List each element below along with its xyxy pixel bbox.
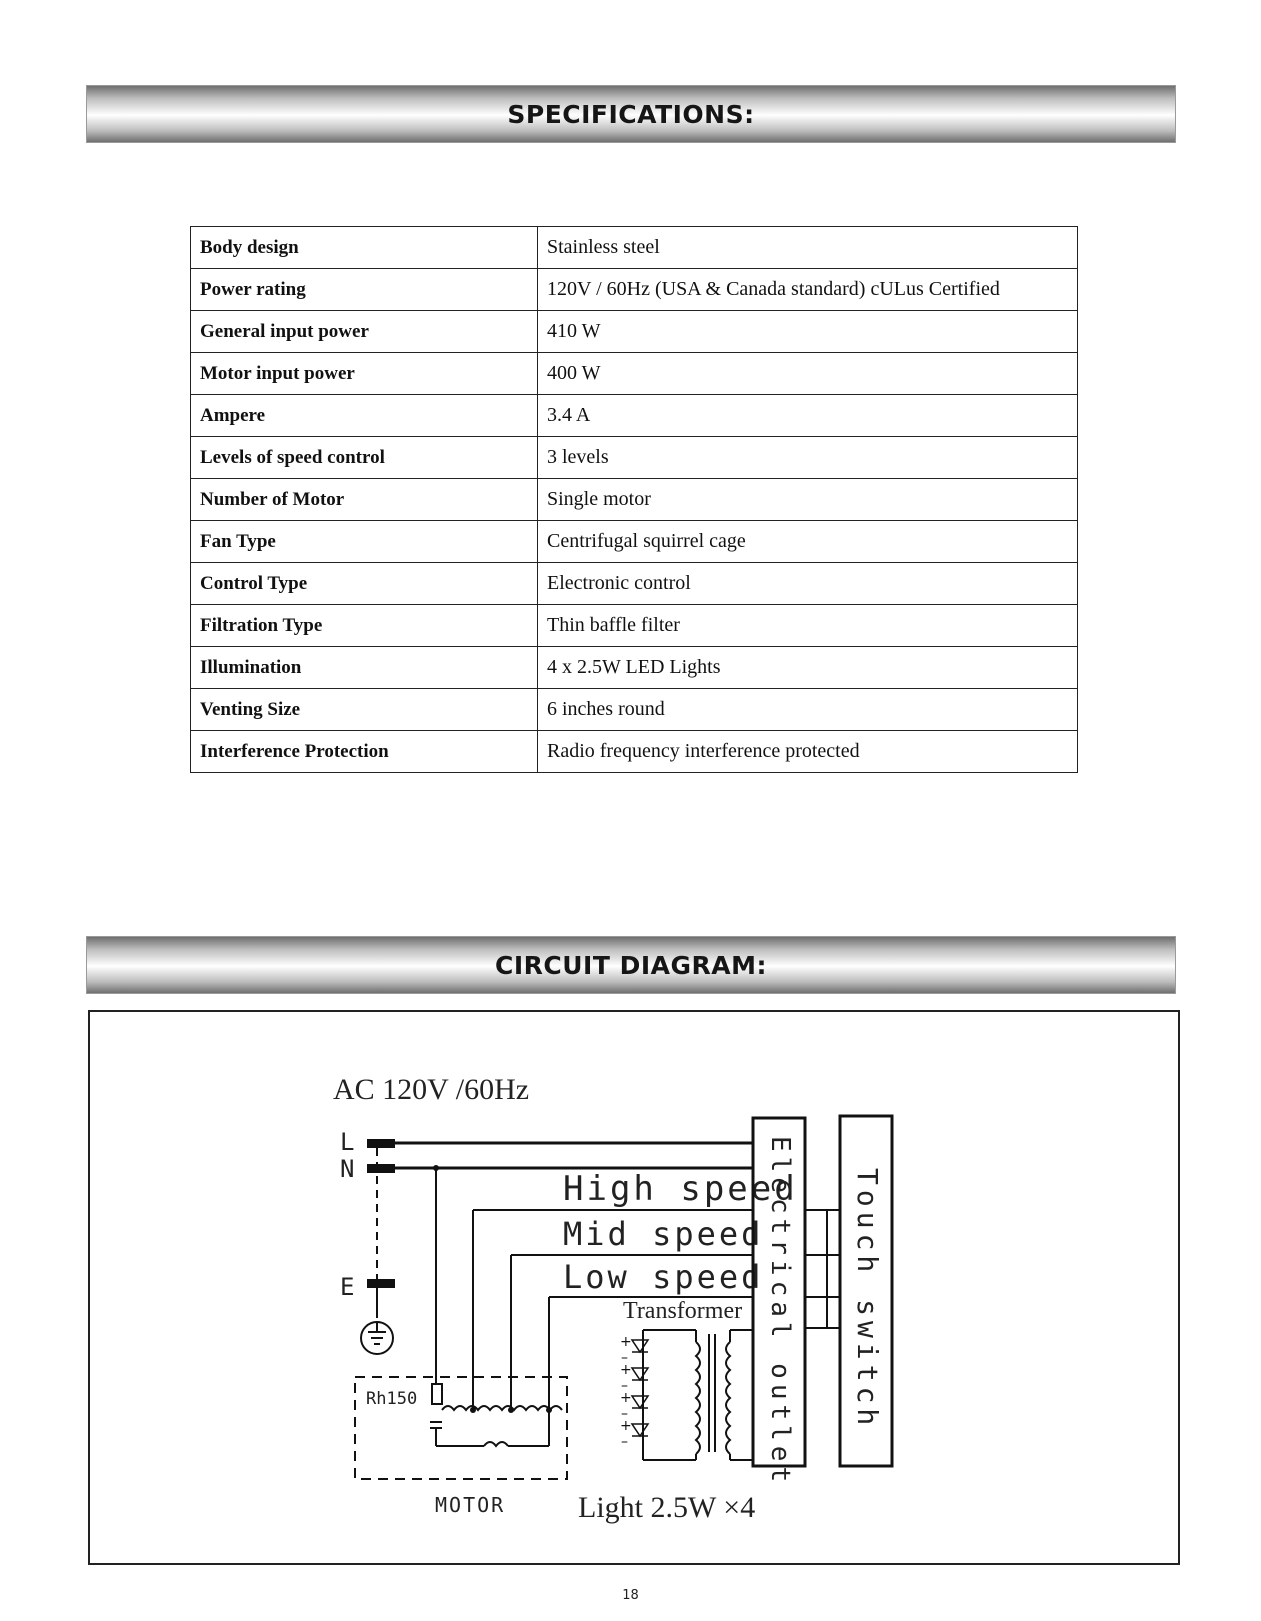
neutral-label: N [340,1155,355,1183]
circuit-diagram-svg [90,1012,1182,1567]
svg-text:+: + [620,1418,632,1434]
spec-row [191,605,1078,647]
high-speed-label: High speed [563,1169,798,1209]
spec-row [191,227,1078,269]
spec-label: Interference Protection [191,731,538,773]
motor-winding-aux [484,1442,508,1446]
specifications-table [190,226,1078,773]
spec-value: Centrifugal squirrel cage [538,521,1078,563]
spec-row [191,479,1078,521]
ground-icon [361,1322,393,1354]
svg-text:–: – [621,1378,628,1394]
spec-label: Power rating [191,269,538,311]
motor-label: MOTOR [435,1493,506,1517]
spec-label: Venting Size [191,689,538,731]
spec-row [191,311,1078,353]
earth-label: E [340,1273,355,1301]
transformer-secondary-coil [726,1342,730,1454]
transformer-primary-coil [696,1342,700,1454]
spec-label: Number of Motor [191,479,538,521]
spec-value: Single motor [538,479,1078,521]
spec-value: 6 inches round [538,689,1078,731]
circuit-diagram-banner [86,936,1176,994]
motor-winding-main [442,1406,562,1410]
spec-label: General input power [191,311,538,353]
specifications-banner [86,85,1176,143]
transformer-label: Transformer [623,1298,743,1324]
low-speed-label: Low speed [563,1258,764,1296]
capacitor-label: Rh150 [366,1389,418,1409]
spec-row [191,353,1078,395]
svg-text:–: – [621,1350,628,1366]
spec-label: Body design [191,227,538,269]
electrical-outlet-label: Electrical outlet [765,1136,795,1488]
earth-terminal [367,1279,395,1288]
circuit-diagram [88,1010,1180,1565]
spec-value: Electronic control [538,563,1078,605]
spec-row [191,689,1078,731]
spec-label: Control Type [191,563,538,605]
touch-switch-label: Touch switch [851,1168,884,1431]
spec-value: 4 x 2.5W LED Lights [538,647,1078,689]
mid-speed-label: Mid speed [563,1215,764,1253]
neutral-terminal [367,1164,395,1173]
spec-row [191,521,1078,563]
svg-text:+: + [620,1362,632,1378]
spec-value: 410 W [538,311,1078,353]
svg-text:–: – [621,1434,628,1450]
supply-label: AC 120V /60Hz [333,1073,530,1106]
spec-row [191,647,1078,689]
page-number: 18 [622,1588,639,1603]
svg-text:+: + [620,1334,632,1350]
light-label: Light 2.5W ×4 [578,1491,756,1524]
line-label: L [340,1128,355,1156]
spec-label: Filtration Type [191,605,538,647]
spec-value: 3 levels [538,437,1078,479]
spec-row [191,563,1078,605]
spec-value: 3.4 A [538,395,1078,437]
spec-value: 400 W [538,353,1078,395]
spec-value: Thin baffle filter [538,605,1078,647]
capacitor-icon [432,1384,442,1404]
spec-value: Radio frequency interference protected [538,731,1078,773]
spec-label: Illumination [191,647,538,689]
spec-value: Stainless steel [538,227,1078,269]
spec-label: Fan Type [191,521,538,563]
spec-value: 120V / 60Hz (USA & Canada standard) cULus Certified [538,269,1078,311]
spec-row [191,731,1078,773]
svg-text:+: + [620,1390,632,1406]
circuit-diagram-title: CIRCUIT DIAGRAM: [494,950,767,980]
spec-row [191,269,1078,311]
specifications-title: SPECIFICATIONS: [507,99,755,129]
spec-label: Ampere [191,395,538,437]
spec-row [191,437,1078,479]
spec-label: Levels of speed control [191,437,538,479]
line-terminal [367,1139,395,1148]
spec-label: Motor input power [191,353,538,395]
svg-text:–: – [621,1406,628,1422]
spec-row [191,395,1078,437]
